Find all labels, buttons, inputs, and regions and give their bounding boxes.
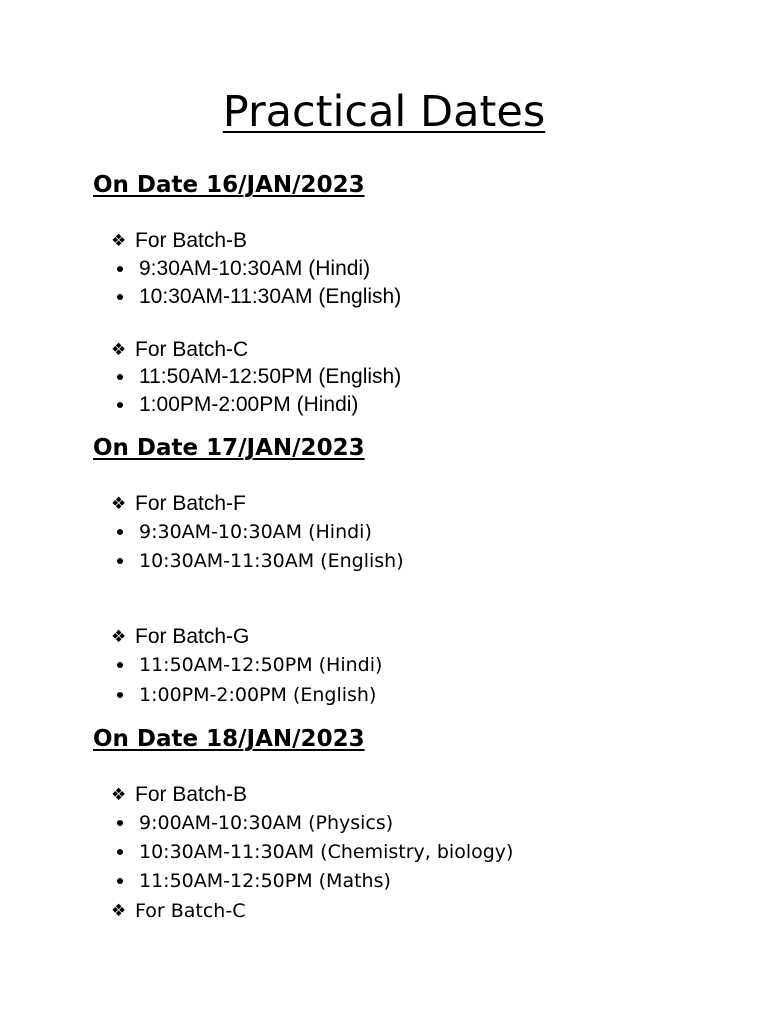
bullet-dot-icon xyxy=(117,662,123,668)
list-item xyxy=(117,840,513,864)
bullet-dot-icon xyxy=(117,402,123,408)
slot-text: 11:50AM-12:50PM (English) xyxy=(139,365,402,388)
batch-heading xyxy=(111,228,247,254)
batch-heading xyxy=(111,337,248,363)
batch-heading xyxy=(111,491,246,517)
batch-label: For Batch-C xyxy=(135,900,246,922)
date-heading-17-jan: On Date 17/JAN/2023 xyxy=(93,435,365,461)
diamond-bullet-icon: ❖ xyxy=(111,627,127,647)
bullet-dot-icon xyxy=(117,374,123,380)
page-title: Practical Dates xyxy=(222,87,546,137)
batch-heading xyxy=(111,782,247,808)
slot-text: 9:30AM-10:30AM (Hindi) xyxy=(139,257,371,280)
slot-text: 1:00PM-2:00PM (Hindi) xyxy=(139,393,359,416)
bullet-dot-icon xyxy=(117,849,123,855)
slot-text: 9:30AM-10:30AM (Hindi) xyxy=(139,521,372,543)
diamond-bullet-icon: ❖ xyxy=(111,340,127,360)
list-item xyxy=(117,520,372,544)
list-item xyxy=(117,811,393,835)
list-item xyxy=(117,392,358,418)
batch-heading xyxy=(111,624,249,650)
batch-label: For Batch-G xyxy=(135,625,250,648)
slot-text: 11:50AM-12:50PM (Maths) xyxy=(139,870,391,892)
batch-label: For Batch-B xyxy=(135,783,248,806)
batch-label: For Batch-F xyxy=(135,492,246,515)
date-heading-18-jan: On Date 18/JAN/2023 xyxy=(93,726,365,752)
diamond-bullet-icon: ❖ xyxy=(111,785,127,805)
bullet-dot-icon xyxy=(117,558,123,564)
bullet-dot-icon xyxy=(117,878,123,884)
slot-text: 10:30AM-11:30AM (English) xyxy=(139,285,402,308)
list-item xyxy=(117,653,382,677)
diamond-bullet-icon: ❖ xyxy=(111,494,127,514)
diamond-bullet-icon: ❖ xyxy=(111,901,127,921)
slot-text: 9:00AM-10:30AM (Physics) xyxy=(139,812,394,834)
batch-label: For Batch-C xyxy=(135,338,249,361)
slot-text: 10:30AM-11:30AM (English) xyxy=(139,550,404,572)
bullet-dot-icon xyxy=(117,529,123,535)
batch-label: For Batch-B xyxy=(135,229,248,252)
batch-heading xyxy=(111,898,245,924)
list-item xyxy=(117,869,391,893)
list-item xyxy=(117,364,401,390)
list-item xyxy=(117,683,376,707)
list-item xyxy=(117,256,370,282)
slot-text: 11:50AM-12:50PM (Hindi) xyxy=(139,654,383,676)
date-heading-16-jan: On Date 16/JAN/2023 xyxy=(93,172,365,198)
bullet-dot-icon xyxy=(117,820,123,826)
diamond-bullet-icon: ❖ xyxy=(111,231,127,251)
bullet-dot-icon xyxy=(117,294,123,300)
list-item xyxy=(117,549,404,573)
list-item xyxy=(117,284,401,310)
slot-text: 10:30AM-11:30AM (Chemistry, biology) xyxy=(139,841,514,863)
bullet-dot-icon xyxy=(117,692,123,698)
bullet-dot-icon xyxy=(117,266,123,272)
slot-text: 1:00PM-2:00PM (English) xyxy=(139,684,377,706)
